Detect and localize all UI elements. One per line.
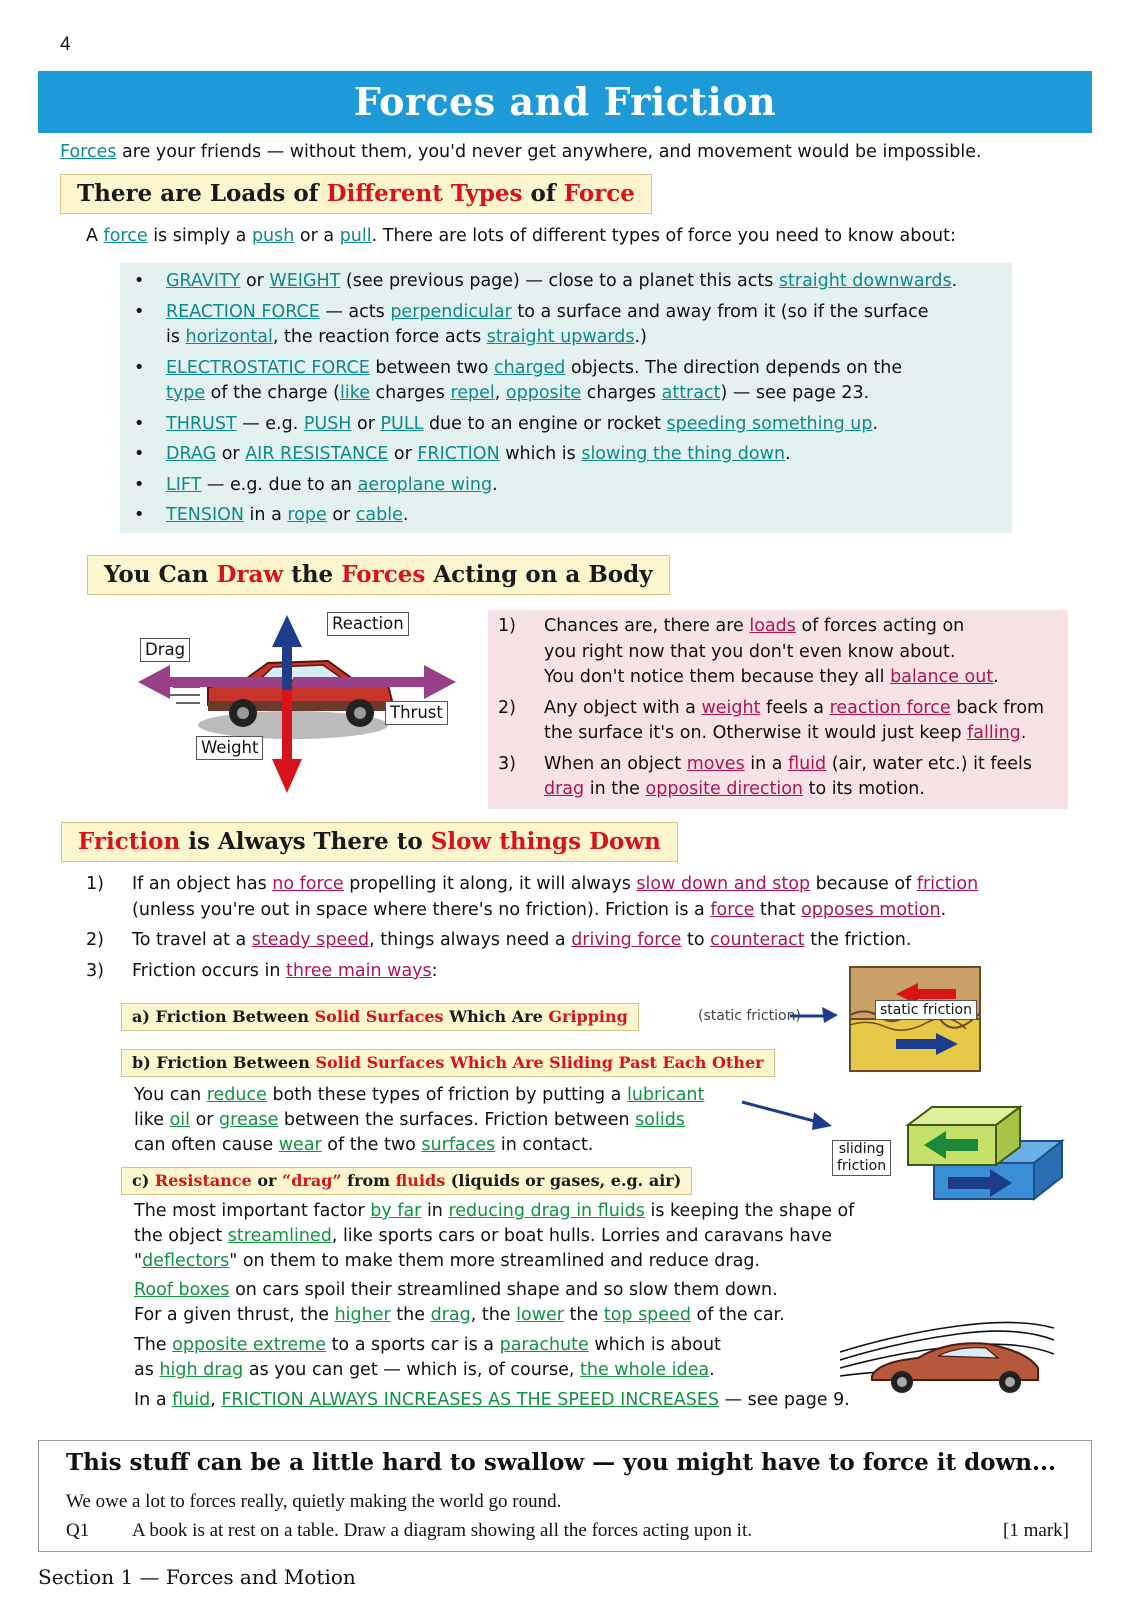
streamlined-car-diagram: [838, 1318, 1058, 1398]
draw-forces-list: [498, 614, 1068, 803]
question-marks: [1 mark]: [1003, 1520, 1069, 1541]
force-types-box: [120, 263, 1012, 533]
sports-car-icon: [872, 1343, 1038, 1393]
section1-lead: A force is simply a push or a pull. There are lots of different types of force you need to know about:: [86, 226, 956, 246]
list-item: 2) Any object with a weight feels a reaction force back from the surface it's on. Otherwise it would just keep falling.: [498, 697, 1045, 743]
drag-text-4: In a fluid, FRICTION ALWAYS INCREASES AS THE SPEED INCREASES — see page 9.: [134, 1390, 850, 1410]
question-number: Q1: [66, 1520, 90, 1541]
list-item: • DRAG or AIR RESISTANCE or FRICTION which is slowing the thing down.: [120, 442, 1012, 468]
force-types-list: [120, 269, 1012, 529]
list-item: • ELECTROSTATIC FORCE between two charged objects. The direction depends on the type of the charge (like charges repel, opposite charges attract) — see page 23.: [120, 356, 1012, 407]
thrust-label: Thrust: [385, 701, 448, 725]
list-item: 1) Chances are, there are loads of forces acting on you right now that you don't even know about. You don't notice them because they all balance out.: [498, 616, 999, 687]
list-item: • THRUST — e.g. PUSH or PULL due to an engine or rocket speeding something up.: [120, 412, 1012, 438]
summary-headline: This stuff can be a little hard to swallow — you might have to force it down...: [66, 1449, 1057, 1476]
drag-text-2: Roof boxes on cars spoil their streamlined shape and so slow them down. For a given thrust, the higher the drag, the lower the top speed of the car.: [134, 1280, 785, 1325]
static-friction-label: static friction: [875, 1000, 977, 1020]
speed-lines: [168, 687, 200, 703]
title-banner: [38, 71, 1092, 133]
list-item: • REACTION FORCE — acts perpendicular to a surface and away from it (so if the surface is horizontal, the reaction force acts straight upwards.): [120, 300, 1012, 351]
static-friction-note: (static friction): [698, 1008, 801, 1024]
forces-link[interactable]: Forces: [60, 142, 117, 162]
page-number: 4: [60, 34, 71, 55]
drag-label: Drag: [140, 638, 190, 662]
friction-points: [86, 872, 978, 989]
section-heading-friction: Friction is Always There to Slow things Down: [61, 822, 678, 862]
sliding-friction-blocks-diagram: [904, 1103, 1066, 1203]
reaction-label: Reaction: [327, 612, 409, 636]
subheading-gripping: a) Friction Between Solid Surfaces Which Are Gripping: [121, 1003, 639, 1031]
subheading-sliding: b) Friction Between Solid Surfaces Which Are Sliding Past Each Other: [121, 1049, 775, 1077]
list-item: • GRAVITY or WEIGHT (see previous page) — close to a planet this acts straight downwards.: [120, 269, 1012, 295]
summary-line: We owe a lot to forces really, quietly making the world go round.: [66, 1491, 562, 1512]
list-item: 1) If an object has no force propelling it along, it will always slow down and stop because of friction (unless you're out in space where there's no friction). Friction is a force that opposes motion.: [86, 874, 979, 920]
question-text: A book is at rest on a table. Draw a diagram showing all the forces acting upon it.: [132, 1520, 752, 1541]
summary-box: [38, 1440, 1092, 1552]
weight-label: Weight: [196, 736, 263, 760]
draw-forces-notes-box: [488, 610, 1068, 809]
drag-text-3: The opposite extreme to a sports car is a parachute which is about as high drag as you can get — which is, of course, the whole idea.: [134, 1335, 721, 1380]
section-heading-draw-forces: You Can Draw the Forces Acting on a Body: [87, 555, 670, 595]
sliding-text: You can reduce both these types of friction by putting a lubricant like oil or grease between the surfaces. Friction between solids can often cause wear of the two surfaces in contact.: [134, 1085, 705, 1155]
list-item: 3) When an object moves in a fluid (air, water etc.) it feels drag in the opposite direction to its motion.: [498, 753, 1033, 799]
drag-text-1: The most important factor by far in reducing drag in fluids is keeping the shape of the object streamlined, like sports cars or boat hulls. Lorries and caravans have "deflectors" on them to make them more streamlined and reduce drag.: [134, 1201, 855, 1271]
page-title: Forces and Friction: [353, 79, 777, 124]
list-item: 2) To travel at a steady speed, things always need a driving force to counteract the friction.: [86, 930, 912, 950]
intro-text: Forces are your friends — without them, you'd never get anywhere, and movement would be impossible.: [60, 142, 982, 162]
static-pointer-arrow-icon: [790, 1005, 840, 1025]
section-heading-types: There are Loads of Different Types of Force: [60, 174, 652, 214]
subheading-drag: c) Resistance or “drag” from fluids (liquids or gases, e.g. air): [121, 1167, 692, 1195]
section-footer: Section 1 — Forces and Motion: [38, 1565, 356, 1589]
sliding-friction-label: sliding friction: [832, 1140, 891, 1176]
friction-list: [86, 872, 978, 984]
list-item: • TENSION in a rope or cable.: [120, 503, 1012, 529]
list-item: 3) Friction occurs in three main ways:: [86, 960, 438, 981]
sliding-pointer-arrow-icon: [740, 1098, 835, 1130]
list-item: • LIFT — e.g. due to an aeroplane wing.: [120, 473, 1012, 499]
